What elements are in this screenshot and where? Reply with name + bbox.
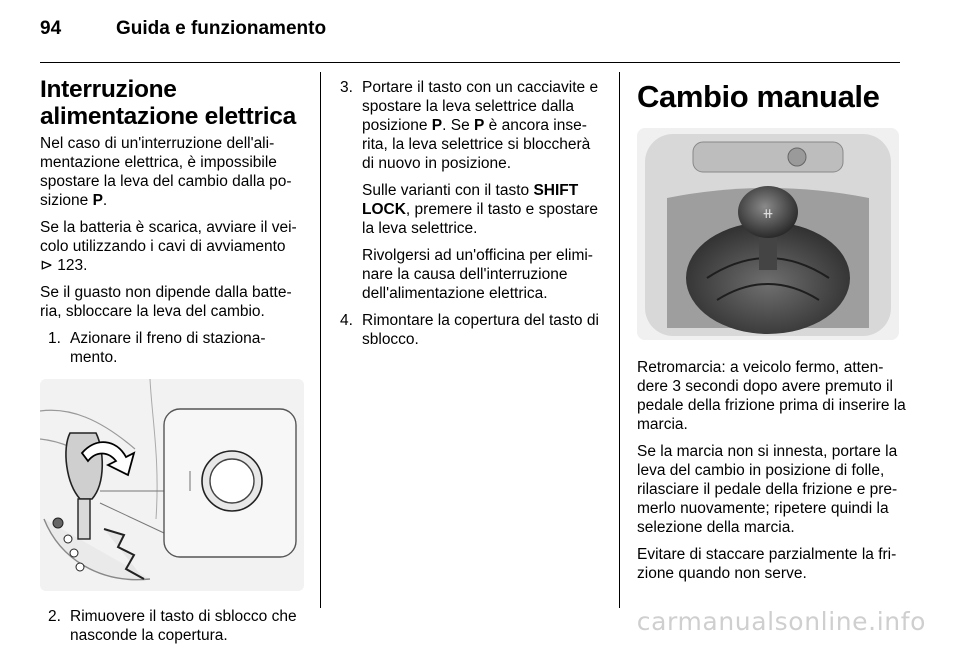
step-number: 3. bbox=[340, 79, 353, 96]
step-text bbox=[362, 78, 604, 173]
gear-lever-photo bbox=[637, 128, 899, 340]
page-header bbox=[40, 18, 326, 48]
text: Sulle varianti con il tasto bbox=[362, 182, 534, 199]
section-heading-manual-gearbox: Cambio manuale bbox=[637, 79, 880, 114]
column-1 bbox=[40, 74, 308, 653]
text: è ancora inse- rita, la leva selettrice si bloccherà di nuovo in posizione. bbox=[362, 117, 591, 172]
step-number: 4. bbox=[340, 312, 353, 329]
shift-lock-label: SHIFT LOCK bbox=[362, 182, 579, 218]
step-number: 2. bbox=[48, 608, 61, 625]
paragraph bbox=[40, 218, 308, 275]
section-heading-power-interruption: Interruzione alimentazione elettrica bbox=[40, 76, 296, 130]
column-divider-1 bbox=[320, 72, 321, 608]
selector-lever-illustration bbox=[40, 379, 304, 591]
column-3 bbox=[637, 74, 907, 591]
header-rule bbox=[40, 62, 900, 63]
paragraph bbox=[40, 283, 308, 321]
text: . Se bbox=[442, 117, 475, 134]
list-item-step-1 bbox=[48, 329, 308, 367]
position-p: P bbox=[92, 192, 103, 209]
list-item-step-3 bbox=[340, 78, 604, 173]
column-divider-2 bbox=[619, 72, 620, 608]
figure-selector-lever bbox=[40, 379, 308, 591]
column-2 bbox=[340, 74, 604, 357]
text: , premere il tasto e spostare la leva selettrice. bbox=[362, 201, 599, 237]
figure-gear-lever bbox=[637, 128, 907, 340]
sub-paragraph-workshop: Rivolgersi ad un'officina per elimi- nare la causa dell'interruzione dell'alimentazione elettrica. bbox=[362, 247, 593, 302]
text: Se il guasto non dipende dalla batte- ria, sbloccare la leva del cambio. bbox=[40, 284, 292, 320]
paragraph-gear-not-engaging: Se la marcia non si innesta, portare la leva del cambio in posizione di folle, rilasciare il pedale della frizione e pre- merlo nuovamente; ripetere quindi la selezione della marcia. bbox=[637, 443, 898, 536]
step-text: Azionare il freno di staziona- mento. bbox=[70, 330, 266, 366]
step-text: Rimontare la copertura del tasto di sblocco. bbox=[362, 312, 599, 348]
page-number: 94 bbox=[40, 18, 62, 39]
chapter-title: Guida e funzionamento bbox=[116, 18, 327, 39]
text: . bbox=[102, 192, 108, 209]
text: Nel caso di un'interruzione dell'ali- mentazione elettrica, è impossibile spostare la leva del cambio dalla po- sizione bbox=[40, 135, 292, 209]
text: Portare il tasto con un cacciavite e spostare la leva selettrice dalla posizione bbox=[362, 79, 599, 134]
text: Se la batteria è scarica, avviare il vei- colo utilizzando i cavi di avviamento bbox=[40, 219, 297, 255]
sub-paragraph-shift-lock bbox=[340, 181, 604, 238]
paragraph-reverse-gear: Retromarcia: a veicolo fermo, atten- dere 3 secondi dopo avere premuto il pedale della frizione prima di inserire la marcia. bbox=[637, 359, 906, 433]
page-reference: ⊳ 123. bbox=[40, 257, 88, 274]
watermark: carmanualsonline.info bbox=[636, 607, 926, 636]
step-text: Rimuovere il tasto di sblocco che nasconde la copertura. bbox=[70, 608, 297, 644]
step-number: 1. bbox=[48, 330, 61, 347]
paragraph-clutch-advice: Evitare di staccare parzialmente la fri- zione quando non serve. bbox=[637, 546, 897, 582]
svg-text:⧺: ⧺ bbox=[762, 206, 774, 222]
paragraph bbox=[40, 134, 308, 210]
list-item-step-4 bbox=[340, 311, 604, 349]
position-p: P bbox=[431, 117, 443, 134]
position-p: P bbox=[474, 117, 485, 134]
list-item-step-2 bbox=[48, 607, 308, 645]
